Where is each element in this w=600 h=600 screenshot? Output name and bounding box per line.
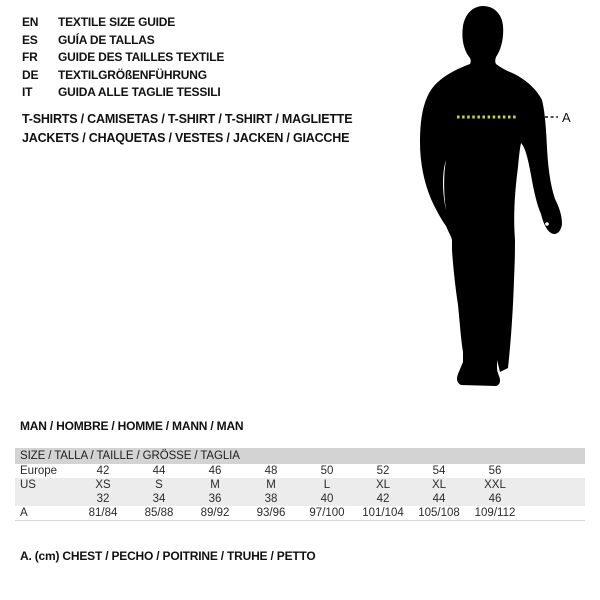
hand-detail bbox=[545, 222, 549, 226]
spacer-cell bbox=[523, 478, 585, 492]
table-header-row bbox=[15, 448, 585, 464]
size-cell: 42 bbox=[376, 493, 390, 505]
row-label: A bbox=[20, 507, 28, 519]
language-code: DE bbox=[22, 67, 39, 82]
language-code: FR bbox=[22, 50, 38, 64]
size-cell: 40 bbox=[320, 493, 334, 505]
spacer-cell bbox=[523, 464, 585, 478]
size-cell: M bbox=[266, 479, 276, 491]
size-cell: M bbox=[210, 479, 220, 491]
language-code: EN bbox=[22, 15, 39, 29]
size-cell: 46 bbox=[488, 493, 502, 505]
table-row-europe bbox=[15, 464, 585, 478]
size-cell: 101/104 bbox=[362, 507, 404, 519]
table-row-numeric bbox=[15, 492, 585, 506]
size-cell: 48 bbox=[264, 465, 278, 477]
size-cell: 56 bbox=[488, 465, 502, 477]
size-cell: 105/108 bbox=[418, 507, 460, 519]
size-cell: 34 bbox=[152, 493, 166, 505]
category-line-tshirts: T-SHIRTS / CAMISETAS / T-SHIRT / T-SHIRT / MAGLIETTE bbox=[22, 112, 353, 126]
size-cell: 32 bbox=[96, 493, 110, 505]
size-cell: 42 bbox=[96, 465, 110, 477]
size-cell: XL bbox=[431, 479, 447, 491]
language-code: ES bbox=[22, 32, 38, 47]
row-label bbox=[15, 492, 75, 506]
language-label: TEXTILE SIZE GUIDE bbox=[58, 15, 176, 29]
man-silhouette bbox=[420, 6, 562, 386]
category-line-jackets: JACKETS / CHAQUETAS / VESTES / JACKEN / GIACCHE bbox=[22, 131, 350, 145]
table-header-title: SIZE / TALLA / TAILLE / GRÖSSE / TAGLIA bbox=[15, 448, 585, 464]
size-cell: 93/96 bbox=[256, 507, 286, 519]
spacer-cell bbox=[523, 492, 585, 506]
size-cell: 46 bbox=[208, 465, 222, 477]
size-cell: S bbox=[155, 479, 163, 491]
language-label: GUIDE DES TAILLES TEXTILE bbox=[58, 50, 225, 64]
size-cell: 36 bbox=[208, 493, 222, 505]
spacer-cell bbox=[523, 506, 585, 521]
size-cell: 81/84 bbox=[88, 507, 118, 519]
size-cell: 54 bbox=[432, 465, 446, 477]
size-cell: 109/112 bbox=[474, 507, 516, 519]
row-label: Europe bbox=[20, 465, 58, 477]
size-cell: 97/100 bbox=[309, 507, 345, 519]
size-cell: L bbox=[323, 479, 331, 491]
table-row-chest-a bbox=[15, 506, 585, 521]
size-cell: 50 bbox=[320, 465, 334, 477]
size-cell: XL bbox=[375, 479, 391, 491]
size-cell: 85/88 bbox=[144, 507, 174, 519]
size-cell: 44 bbox=[152, 465, 166, 477]
language-label: GUIDA ALLE TAGLIE TESSILI bbox=[58, 85, 221, 99]
measure-label-a: A bbox=[562, 110, 571, 125]
size-cell: 44 bbox=[432, 493, 446, 505]
language-label: GUÍA DE TALLAS bbox=[58, 32, 155, 47]
row-label: US bbox=[20, 479, 36, 491]
size-cell: 52 bbox=[376, 465, 390, 477]
language-label: TEXTILGRÖßENFÜHRUNG bbox=[58, 67, 207, 82]
size-cell: XS bbox=[95, 479, 111, 491]
measurement-footnote: A. (cm) CHEST / PECHO / POITRINE / TRUHE / PETTO bbox=[20, 549, 316, 563]
size-cell: XXL bbox=[484, 479, 506, 491]
language-code: IT bbox=[22, 85, 33, 99]
size-table bbox=[15, 448, 585, 521]
size-cell: 89/92 bbox=[200, 507, 230, 519]
table-row-us bbox=[15, 478, 585, 492]
size-cell: 38 bbox=[264, 493, 278, 505]
section-title-man: MAN / HOMBRE / HOMME / MANN / MAN bbox=[20, 419, 244, 433]
